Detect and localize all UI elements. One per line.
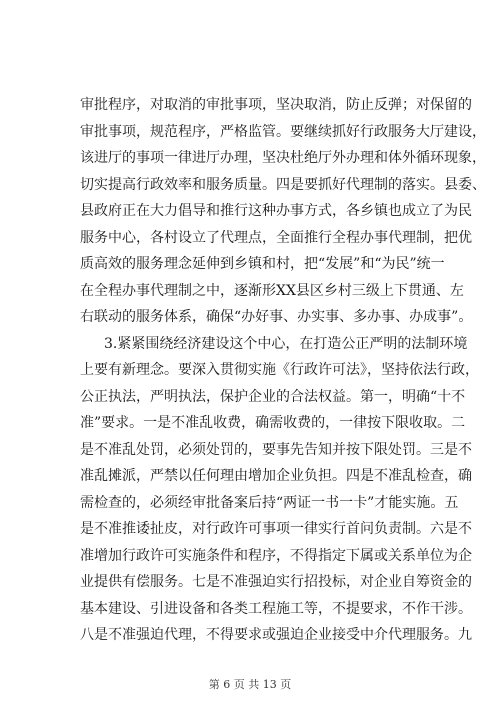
text-line: 需检查的，必须经审批备案后持“两证一书一卡”才能实施。五 (80, 494, 459, 511)
text-line: 在全程办事代理制之中，逐渐形XX县区乡村三级上下贯通、左 (80, 282, 464, 299)
text-line: 服务中心，各村设立了代理点，全面推行全程办事代理制，把优 (80, 229, 472, 246)
text-line: 是不准乱处罚，必须处罚的，要事先告知并按下限处罚。三是不 (80, 441, 472, 458)
text-line: 上要有新理念。要深入贯彻实施《行政许可法》，坚持依法行政， (80, 362, 479, 378)
text-line: 准”要求。一是不准乱收费，确需收费的，一律按下限收取。二 (80, 415, 466, 431)
body-text (80, 92, 486, 649)
text-line: 准增加行政许可实施条件和程序，不得指定下属或关系单位为企 (80, 547, 472, 564)
text-line: 县政府正在大力倡导和推行这种办事方式，各乡镇也成立了为民 (80, 203, 472, 219)
text-line: 准乱摊派，严禁以任何理由增加企业负担。四是不准乱检查，确 (80, 468, 472, 484)
text-line: 该进厅的事项一律进厅办理，坚决杜绝厅外办理和体外循环现象， (80, 150, 486, 166)
text-line: 基本建设、引进设备和各类工程施工等，不提要求，不作干涉。 (80, 600, 472, 617)
text-line: 切实提高行政效率和服务质量。四是要抓好代理制的落实。县委、 (80, 176, 486, 193)
text-line: 八是不准强迫代理，不得要求或强迫企业接受中介代理服务。九 (80, 627, 472, 643)
text-line: 公正执法，严明执法，保护企业的合法权益。第一，明确“十不 (80, 388, 466, 405)
text-line: 质高效的服务理念延伸到乡镇和村，把“发展”和“为民”统一 (80, 256, 445, 272)
text-line: 右联动的服务体系，确保“办好事、办实事、多办事、办成事”。 (80, 309, 473, 325)
text-line: 审批程序，对取消的审批事项，坚决取消，防止反弹；对保留的 (80, 97, 472, 113)
text-line: 是不准推诿扯皮，对行政许可事项一律实行首问负责制。六是不 (80, 521, 472, 537)
text-line: 3.紧紧围绕经济建设这个中心，在打造公正严明的法制环境 (104, 335, 468, 352)
page-footer: 第 6 页 共 13 页 (208, 678, 292, 691)
text-line: 业提供有偿服务。七是不准强迫实行招投标，对企业自筹资金的 (80, 574, 472, 590)
text-line: 审批事项，规范程序，严格监管。要继续抓好行政服务大厅建设， (80, 123, 486, 140)
